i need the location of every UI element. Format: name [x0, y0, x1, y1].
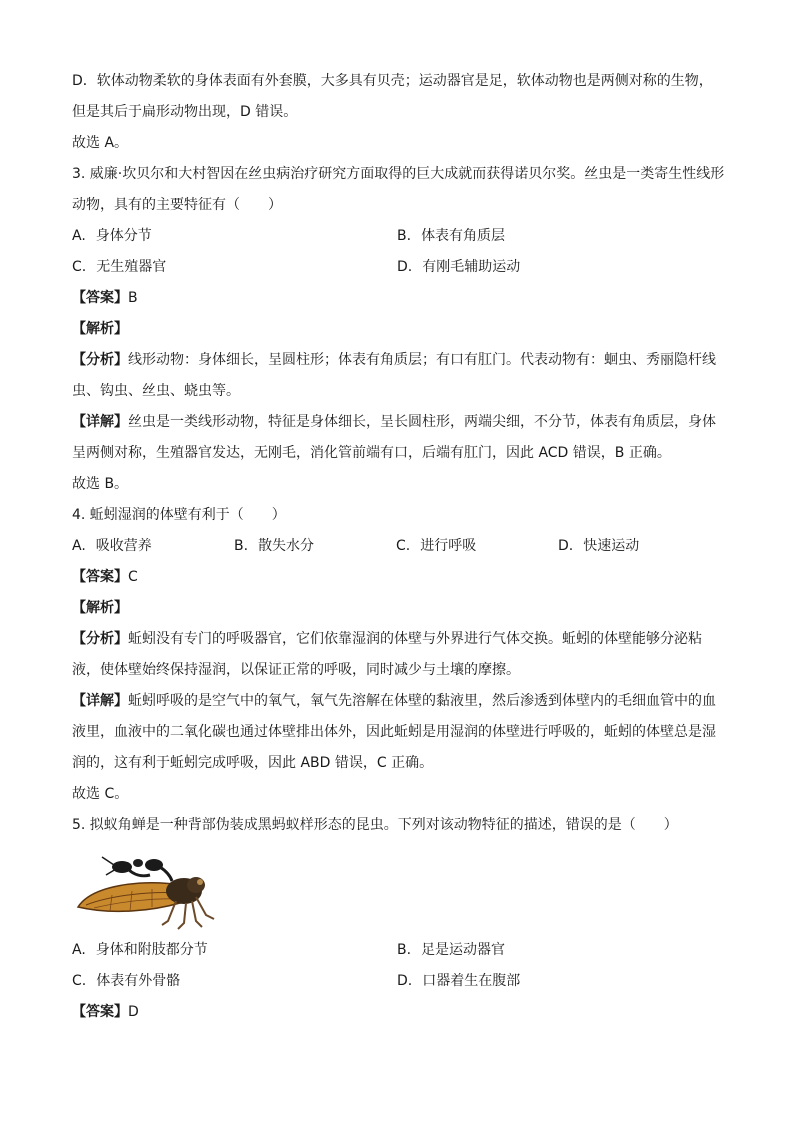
- q4-option-b: B. 散失水分: [234, 538, 315, 554]
- q3-analysis-heading: 【解析】: [72, 321, 128, 337]
- q4-xiangjie-line3: 润的，这有利于蚯蚓完成呼吸，因此 ABD 错误，C 正确。: [72, 755, 434, 771]
- q3-choice: 故选 B。: [72, 476, 129, 492]
- q4-options-row: [72, 531, 722, 562]
- q3-option-d: D. 有刚毛辅助运动: [397, 259, 521, 275]
- q3-fenxi-line2: 虫、钩虫、丝虫、蛲虫等。: [72, 383, 240, 399]
- q5-stem: 5. 拟蚁角蝉是一种背部伪装成黑蚂蚁样形态的昆虫。下列对该动物特征的描述，错误的是（ ）: [72, 817, 678, 833]
- q4-answer: 【答案】C: [72, 569, 138, 585]
- q3-fenxi-line1: 【分析】线形动物：身体细长，呈圆柱形；体表有角质层；有口有肛门。代表动物有：蛔虫、秀丽隐杆线: [72, 352, 716, 368]
- q5-option-d: D. 口器着生在腹部: [397, 973, 521, 989]
- q4-option-d: D. 快速运动: [558, 538, 640, 554]
- q3-option-b: B. 体表有角质层: [397, 228, 506, 244]
- q3-option-c: C. 无生殖器官: [72, 259, 167, 275]
- q3-options-row2: [72, 252, 722, 283]
- q4-option-a: A. 吸收营养: [72, 538, 152, 554]
- q5-option-a: A. 身体和附肢都分节: [72, 942, 208, 958]
- q3-stem-line2: 动物，具有的主要特征有（ ）: [72, 197, 282, 213]
- q3-stem-line1: 3. 威廉·坎贝尔和大村智因在丝虫病治疗研究方面取得的巨大成就而获得诺贝尔奖。丝虫是一类寄生性线形: [72, 166, 725, 182]
- q4-option-c: C. 进行呼吸: [396, 538, 477, 554]
- q5-options-row1: [72, 935, 722, 966]
- q3-xiangjie-line1: 【详解】丝虫是一类线形动物，特征是身体细长，呈长圆柱形，两端尖细，不分节，体表有角质层，身体: [72, 414, 716, 430]
- q4-analysis-heading: 【解析】: [72, 600, 128, 616]
- q3-options-row1: [72, 221, 722, 252]
- q5-answer: 【答案】D: [72, 1004, 139, 1020]
- q3-answer: 【答案】B: [72, 290, 138, 306]
- q4-fenxi-line2: 液，使体壁始终保持湿润，以保证正常的呼吸，同时减少与土壤的摩擦。: [72, 662, 520, 678]
- q3-option-a: A. 身体分节: [72, 228, 152, 244]
- treehopper-insect-icon: [72, 845, 222, 933]
- document-page: [72, 66, 725, 1028]
- q4-xiangjie-line2: 液里，血液中的二氧化碳也通过体壁排出体外，因此蚯蚓是用湿润的体壁进行呼吸的，蚯蚓的体壁总是湿: [72, 724, 716, 740]
- q4-xiangjie-line1: 【详解】蚯蚓呼吸的是空气中的氧气，氧气先溶解在体壁的黏液里，然后渗透到体壁内的毛细血管中的血: [72, 693, 716, 709]
- q5-figure: [72, 845, 722, 933]
- q5-option-c: C. 体表有外骨骼: [72, 973, 181, 989]
- q4-choice: 故选 C。: [72, 786, 129, 802]
- prev-choice: 故选 A。: [72, 135, 129, 151]
- prev-option-d-explanation-line2: 但是其后于扁形动物出现，D 错误。: [72, 104, 298, 120]
- q5-options-row2: [72, 966, 722, 997]
- q3-xiangjie-line2: 呈两侧对称，生殖器官发达，无刚毛，消化管前端有口，后端有肛门，因此 ACD 错误，B 正确。: [72, 445, 671, 461]
- q4-fenxi-line1: 【分析】蚯蚓没有专门的呼吸器官，它们依靠湿润的体壁与外界进行气体交换。蚯蚓的体壁能够分泌粘: [72, 631, 702, 647]
- q5-option-b: B. 足是运动器官: [397, 942, 506, 958]
- prev-option-d-explanation-line1: D．软体动物柔软的身体表面有外套膜，大多具有贝壳；运动器官是足，软体动物也是两侧对称的生物，: [72, 73, 713, 89]
- q4-stem: 4. 蚯蚓湿润的体壁有利于（ ）: [72, 507, 286, 523]
